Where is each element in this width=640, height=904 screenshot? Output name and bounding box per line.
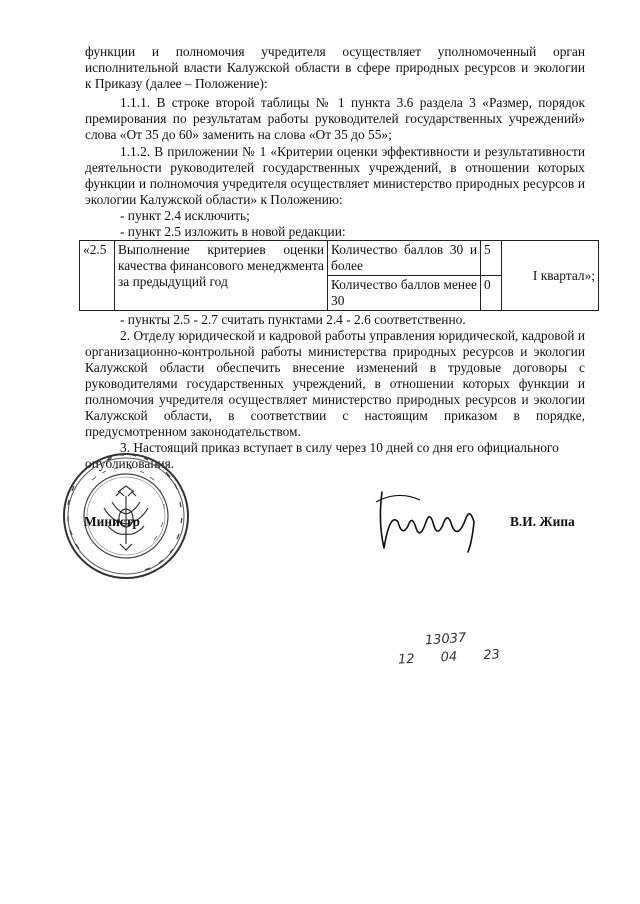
paragraph-2: 2. Отделу юридической и кадровой работы управления юридической, кадровой и организационно-контрольной работы министерства природных ресурсов и экологии Калужской области обеспечить внесение изменений в трудовые договоры с руководителями государственных учреждений, в отношении которых функции и полномочия учредителя осуществляет министерство природных ресурсов и экологии Калужской области, в соответствии с настоящим приказом в порядке, предусмотренном законодательством. bbox=[85, 328, 585, 439]
item-exclude: - пункт 2.4 исключить; bbox=[120, 208, 250, 223]
condition-1-text: Количество баллов 30 и более bbox=[331, 242, 477, 273]
paragraph-intro-line-1: функции и полномочия учредителя осуществляет уполномоченный орган bbox=[85, 44, 585, 59]
condition-2-text: Количество баллов менее 30 bbox=[331, 277, 477, 308]
table-cell-number: «2.5 bbox=[80, 241, 115, 311]
item-renumber: - пункты 2.5 - 2.7 считать пунктами 2.4 - 2.6 соответственно. bbox=[120, 312, 466, 327]
paragraph-intro-line-2: исполнительной власти Калужской области в сфере природных ресурсов и экологии bbox=[85, 60, 585, 75]
table-cell-criterion: Выполнение критериев оценки качества финансового менеджмента за предыдущий год bbox=[115, 241, 328, 311]
minister-title: Министр bbox=[84, 514, 140, 529]
registration-date: 12 04 23 bbox=[397, 647, 501, 668]
table-cell-score-1: 5 bbox=[481, 241, 502, 276]
paragraph-intro-line-3: к Приказу (далее – Положение): bbox=[85, 76, 268, 91]
document-body bbox=[83, 44, 595, 472]
paragraph-1-1-2: 1.1.2. В приложении № 1 «Критерии оценки эффективности и результативности деятельности руководителей государственных учреждений, в отношении которых функции и полномочия учредителя осуществляет министерство природных ресурсов и экологии Калужской области» к Положению: bbox=[85, 144, 585, 207]
paragraph-3-line-1: 3. Настоящий приказ вступает в силу через 10 дней со дня его официального bbox=[120, 440, 559, 455]
table-row bbox=[80, 241, 599, 276]
item-new-edition: - пункт 2.5 изложить в новой редакции: bbox=[120, 224, 346, 239]
signatory-name: В.И. Жипа bbox=[510, 514, 575, 529]
table-cell-period: I квартал»; bbox=[502, 241, 599, 311]
paragraph-1-1-1: 1.1.1. В строке второй таблицы № 1 пункта 3.6 раздела 3 «Размер, порядок премирования по результатам работы руководителей государственных учреждений» слова «От 35 до 60» заменить на слова «От 35 до 55»; bbox=[85, 95, 585, 142]
registration-number: 13037 bbox=[424, 630, 467, 649]
paragraph-3-line-2: опубликования. bbox=[85, 456, 175, 471]
table-cell-score-2: 0 bbox=[481, 276, 502, 311]
signature-icon bbox=[368, 482, 478, 554]
table-cell-condition-1 bbox=[328, 241, 481, 276]
table-cell-condition-2 bbox=[328, 276, 481, 311]
criteria-table bbox=[79, 240, 599, 311]
